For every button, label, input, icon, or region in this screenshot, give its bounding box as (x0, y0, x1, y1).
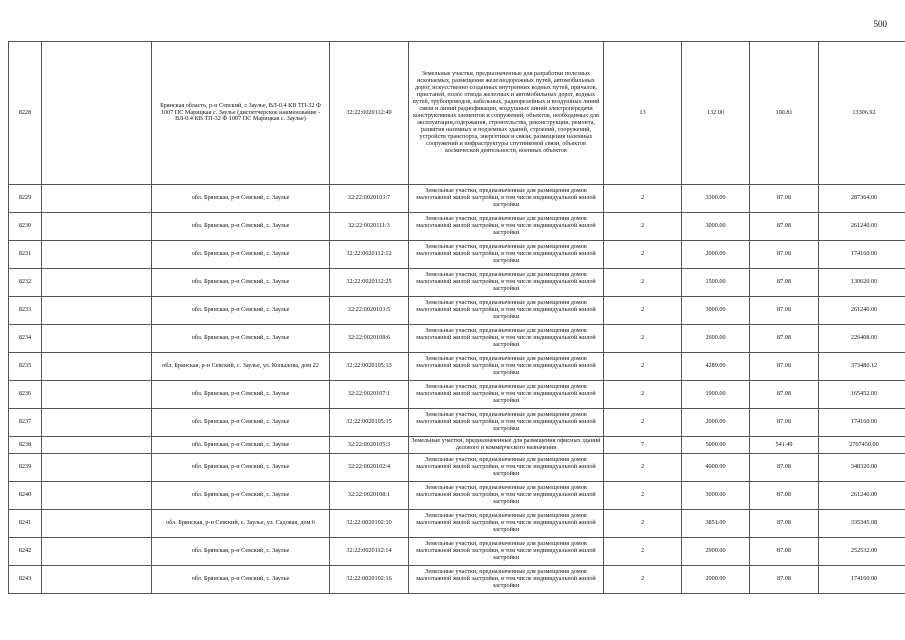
address-cell: обл. Брянская, р-н Севский, с. Заулье (152, 269, 330, 297)
row-number-cell: 8234 (9, 325, 42, 353)
use-group-cell: 2 (604, 510, 682, 538)
row-number-cell: 8231 (9, 241, 42, 269)
permitted-use-cell: Земельные участки, предназначенные для размещения домов малоэтажной жилой застройки, в том числе индивидуальной жилой застройки (409, 566, 604, 594)
table-row (9, 185, 905, 213)
specific-value-cell: 87.08 (750, 353, 819, 381)
address-cell: обл. Брянская, р-н Севский, с. Заулье (152, 409, 330, 437)
address-cell: обл. Брянская, р-н Севский, с. Заулье (152, 454, 330, 482)
table-row (9, 241, 905, 269)
blank-cell (42, 510, 152, 538)
cadastral-value-cell: 261240.00 (819, 297, 905, 325)
table-row (9, 42, 905, 185)
area-cell: 3300.00 (682, 185, 750, 213)
specific-value-cell: 87.08 (750, 538, 819, 566)
cadastral-value-cell: 174160.00 (819, 241, 905, 269)
area-cell: 1900.00 (682, 381, 750, 409)
table-row (9, 325, 905, 353)
row-number-cell: 8238 (9, 437, 42, 454)
specific-value-cell: 87.08 (750, 297, 819, 325)
cadastral-number-cell: 32:22:0020102:10 (330, 510, 409, 538)
permitted-use-cell: Земельные участки, предназначенные для разработки полезных ископаемых, размещения железнодорожных путей, автомобильных дорог, искусственно созданных внутренних водных путей, причалов, пристаней, полос отвода железных и автомобильных дорог, водных путей, трубопроводов, кабельных, радиорелейных и воздушных линий связи и линий радиофикации, воздушных линий электропередачи конструктивных элементов и сооружений, объектов, необходимых для эксплуатации,содержания, строительства, реконструкции, ремонта, развития наземных и подземных зданий, строений, сооружений, устройств транспорта, энергетики и связи; размещения наземных сооружений и инфраструктуры спутниковой связи, объектов космической деятельности, военных объектов (409, 42, 604, 185)
land-registry-table (8, 41, 905, 594)
address-cell: обл. Брянская, р-н Севский, с. Заулье (152, 538, 330, 566)
cadastral-number-cell: 32:22:0020105:15 (330, 409, 409, 437)
cadastral-number-cell: 32:22:0020103:7 (330, 185, 409, 213)
blank-cell (42, 381, 152, 409)
blank-cell (42, 437, 152, 454)
blank-cell (42, 482, 152, 510)
use-group-cell: 2 (604, 185, 682, 213)
table-row (9, 538, 905, 566)
table-row (9, 482, 905, 510)
row-number-cell: 8241 (9, 510, 42, 538)
row-number-cell: 8229 (9, 185, 42, 213)
blank-cell (42, 566, 152, 594)
table-row (9, 454, 905, 482)
table-row (9, 269, 905, 297)
blank-cell (42, 325, 152, 353)
cadastral-number-cell: 32:22:0020103:5 (330, 297, 409, 325)
row-number-cell: 8236 (9, 381, 42, 409)
area-cell: 4000.00 (682, 454, 750, 482)
table-row (9, 213, 905, 241)
specific-value-cell: 87.08 (750, 409, 819, 437)
permitted-use-cell: Земельные участки, предназначенные для размещения домов малоэтажной жилой застройки, в том числе индивидуальной жилой застройки (409, 185, 604, 213)
use-group-cell: 2 (604, 482, 682, 510)
permitted-use-cell: Земельные участки, предназначенные для размещения домов малоэтажной жилой застройки, в том числе индивидуальной жилой застройки (409, 325, 604, 353)
area-cell: 2000.00 (682, 566, 750, 594)
row-number-cell: 8235 (9, 353, 42, 381)
area-cell: 2600.00 (682, 325, 750, 353)
permitted-use-cell: Земельные участки, предназначенные для размещения домов малоэтажной жилой застройки, в том числе индивидуальной жилой застройки (409, 213, 604, 241)
blank-cell (42, 241, 152, 269)
area-cell: 2900.00 (682, 538, 750, 566)
blank-cell (42, 213, 152, 241)
permitted-use-cell: Земельные участки, предназначенные для размещения офисных зданий делового и коммерческого назначения (409, 437, 604, 454)
permitted-use-cell: Земельные участки, предназначенные для размещения домов малоэтажной жилой застройки, в том числе индивидуальной жилой застройки (409, 353, 604, 381)
cadastral-number-cell: 32:22:0020112:12 (330, 241, 409, 269)
permitted-use-cell: Земельные участки, предназначенные для размещения домов малоэтажной жилой застройки, в том числе индивидуальной жилой застройки (409, 482, 604, 510)
specific-value-cell: 87.08 (750, 185, 819, 213)
table-row (9, 297, 905, 325)
area-cell: 3851.00 (682, 510, 750, 538)
blank-cell (42, 353, 152, 381)
address-cell: обл. Брянская, р-н Севский, с. Заулье, ул. Копылова, дом 22 (152, 353, 330, 381)
permitted-use-cell: Земельные участки, предназначенные для размещения домов малоэтажной жилой застройки, в том числе индивидуальной жилой застройки (409, 538, 604, 566)
cadastral-value-cell: 2707450.00 (819, 437, 905, 454)
cadastral-number-cell: 32:22:0020112:14 (330, 538, 409, 566)
area-cell: 132.00 (682, 42, 750, 185)
cadastral-value-cell: 287364.00 (819, 185, 905, 213)
cadastral-value-cell: 13306.92 (819, 42, 905, 185)
table-row (9, 409, 905, 437)
blank-cell (42, 185, 152, 213)
table-row (9, 566, 905, 594)
cadastral-number-cell: 32:22:0020112:25 (330, 269, 409, 297)
area-cell: 2000.00 (682, 241, 750, 269)
cadastral-value-cell: 165452.00 (819, 381, 905, 409)
permitted-use-cell: Земельные участки, предназначенные для размещения домов малоэтажной жилой застройки, в том числе индивидуальной жилой застройки (409, 454, 604, 482)
row-number-cell: 8233 (9, 297, 42, 325)
row-number-cell: 8232 (9, 269, 42, 297)
specific-value-cell: 87.08 (750, 241, 819, 269)
table-row (9, 437, 905, 454)
cadastral-value-cell: 348320.00 (819, 454, 905, 482)
registry-table-body (9, 42, 905, 594)
cadastral-value-cell: 130620.00 (819, 269, 905, 297)
cadastral-value-cell: 373486.12 (819, 353, 905, 381)
page-number: 500 (873, 19, 887, 29)
address-cell: Брянская область, р-н Севский, с Заулье, ВЛ-0.4 КВ ТП-32 Ф 1007 ПС Марицкая с. Заулье (диспетчерское наименование - ВЛ-0.4 КВ ТП-32 Ф 1007 ПС Марицкая с. Заулье) (152, 42, 330, 185)
address-cell: обл. Брянская, р-н Севский, с. Заулье (152, 297, 330, 325)
use-group-cell: 2 (604, 454, 682, 482)
address-cell: обл. Брянская, р-н Севский, с. Заулье (152, 566, 330, 594)
cadastral-value-cell: 174160.00 (819, 566, 905, 594)
row-number-cell: 8242 (9, 538, 42, 566)
row-number-cell: 8228 (9, 42, 42, 185)
cadastral-value-cell: 226408.00 (819, 325, 905, 353)
cadastral-number-cell: 32:22:0020108:1 (330, 482, 409, 510)
row-number-cell: 8239 (9, 454, 42, 482)
area-cell: 2000.00 (682, 409, 750, 437)
address-cell: обл. Брянская, р-н Севский, с. Заулье, ул. Садовая, дом 6 (152, 510, 330, 538)
cadastral-value-cell: 261240.00 (819, 213, 905, 241)
use-group-cell: 2 (604, 353, 682, 381)
cadastral-number-cell: 32:22:0020111:3 (330, 213, 409, 241)
area-cell: 4289.00 (682, 353, 750, 381)
specific-value-cell: 87.08 (750, 482, 819, 510)
area-cell: 3000.00 (682, 482, 750, 510)
address-cell: обл. Брянская, р-н Севский, с. Заулье (152, 325, 330, 353)
area-cell: 5000.00 (682, 437, 750, 454)
use-group-cell: 2 (604, 213, 682, 241)
specific-value-cell: 87.08 (750, 566, 819, 594)
permitted-use-cell: Земельные участки, предназначенные для размещения домов малоэтажной жилой застройки, в том числе индивидуальной жилой застройки (409, 241, 604, 269)
use-group-cell: 2 (604, 566, 682, 594)
cadastral-value-cell: 174160.00 (819, 409, 905, 437)
blank-cell (42, 269, 152, 297)
specific-value-cell: 87.08 (750, 510, 819, 538)
cadastral-number-cell: 32:22:0020105:13 (330, 353, 409, 381)
cadastral-value-cell: 261240.00 (819, 482, 905, 510)
cadastral-value-cell: 252532.00 (819, 538, 905, 566)
use-group-cell: 13 (604, 42, 682, 185)
cadastral-value-cell: 335345.08 (819, 510, 905, 538)
specific-value-cell: 87.08 (750, 269, 819, 297)
permitted-use-cell: Земельные участки, предназначенные для размещения домов малоэтажной жилой застройки, в том числе индивидуальной жилой застройки (409, 381, 604, 409)
permitted-use-cell: Земельные участки, предназначенные для размещения домов малоэтажной жилой застройки, в том числе индивидуальной жилой застройки (409, 269, 604, 297)
address-cell: обл. Брянская, р-н Севский, с. Заулье (152, 241, 330, 269)
table-row (9, 510, 905, 538)
blank-cell (42, 297, 152, 325)
cadastral-number-cell: 32:22:0020102:16 (330, 566, 409, 594)
specific-value-cell: 87.08 (750, 325, 819, 353)
specific-value-cell: 87.08 (750, 381, 819, 409)
use-group-cell: 7 (604, 437, 682, 454)
blank-cell (42, 42, 152, 185)
address-cell: обл. Брянская, р-н Севский, с. Заулье (152, 482, 330, 510)
use-group-cell: 2 (604, 241, 682, 269)
blank-cell (42, 409, 152, 437)
area-cell: 3000.00 (682, 213, 750, 241)
row-number-cell: 8240 (9, 482, 42, 510)
permitted-use-cell: Земельные участки, предназначенные для размещения домов малоэтажной жилой застройки, в том числе индивидуальной жилой застройки (409, 510, 604, 538)
specific-value-cell: 541.49 (750, 437, 819, 454)
area-cell: 1500.00 (682, 269, 750, 297)
blank-cell (42, 454, 152, 482)
address-cell: обл. Брянская, р-н Севский, с. Заулье (152, 437, 330, 454)
cadastral-number-cell: 32:22:0020102:4 (330, 454, 409, 482)
area-cell: 3000.00 (682, 297, 750, 325)
permitted-use-cell: Земельные участки, предназначенные для размещения домов малоэтажной жилой застройки, в том числе индивидуальной жилой застройки (409, 409, 604, 437)
specific-value-cell: 87.08 (750, 213, 819, 241)
blank-cell (42, 538, 152, 566)
use-group-cell: 2 (604, 381, 682, 409)
use-group-cell: 2 (604, 269, 682, 297)
use-group-cell: 2 (604, 538, 682, 566)
row-number-cell: 8237 (9, 409, 42, 437)
specific-value-cell: 100.81 (750, 42, 819, 185)
cadastral-number-cell: 32:22:0020107:1 (330, 381, 409, 409)
address-cell: обл. Брянская, р-н Севский, с. Заулье (152, 185, 330, 213)
use-group-cell: 2 (604, 409, 682, 437)
cadastral-number-cell: 32:22:0020105:3 (330, 437, 409, 454)
cadastral-number-cell: 32:22:0020108:6 (330, 325, 409, 353)
table-row (9, 381, 905, 409)
address-cell: обл. Брянская, р-н Севский, с. Заулье (152, 381, 330, 409)
address-cell: обл. Брянская, р-н Севский, с. Заулье (152, 213, 330, 241)
specific-value-cell: 87.08 (750, 454, 819, 482)
table-row (9, 353, 905, 381)
use-group-cell: 2 (604, 325, 682, 353)
row-number-cell: 8243 (9, 566, 42, 594)
row-number-cell: 8230 (9, 213, 42, 241)
cadastral-number-cell: 32:22:0020112:49 (330, 42, 409, 185)
use-group-cell: 2 (604, 297, 682, 325)
permitted-use-cell: Земельные участки, предназначенные для размещения домов малоэтажной жилой застройки, в том числе индивидуальной жилой застройки (409, 297, 604, 325)
